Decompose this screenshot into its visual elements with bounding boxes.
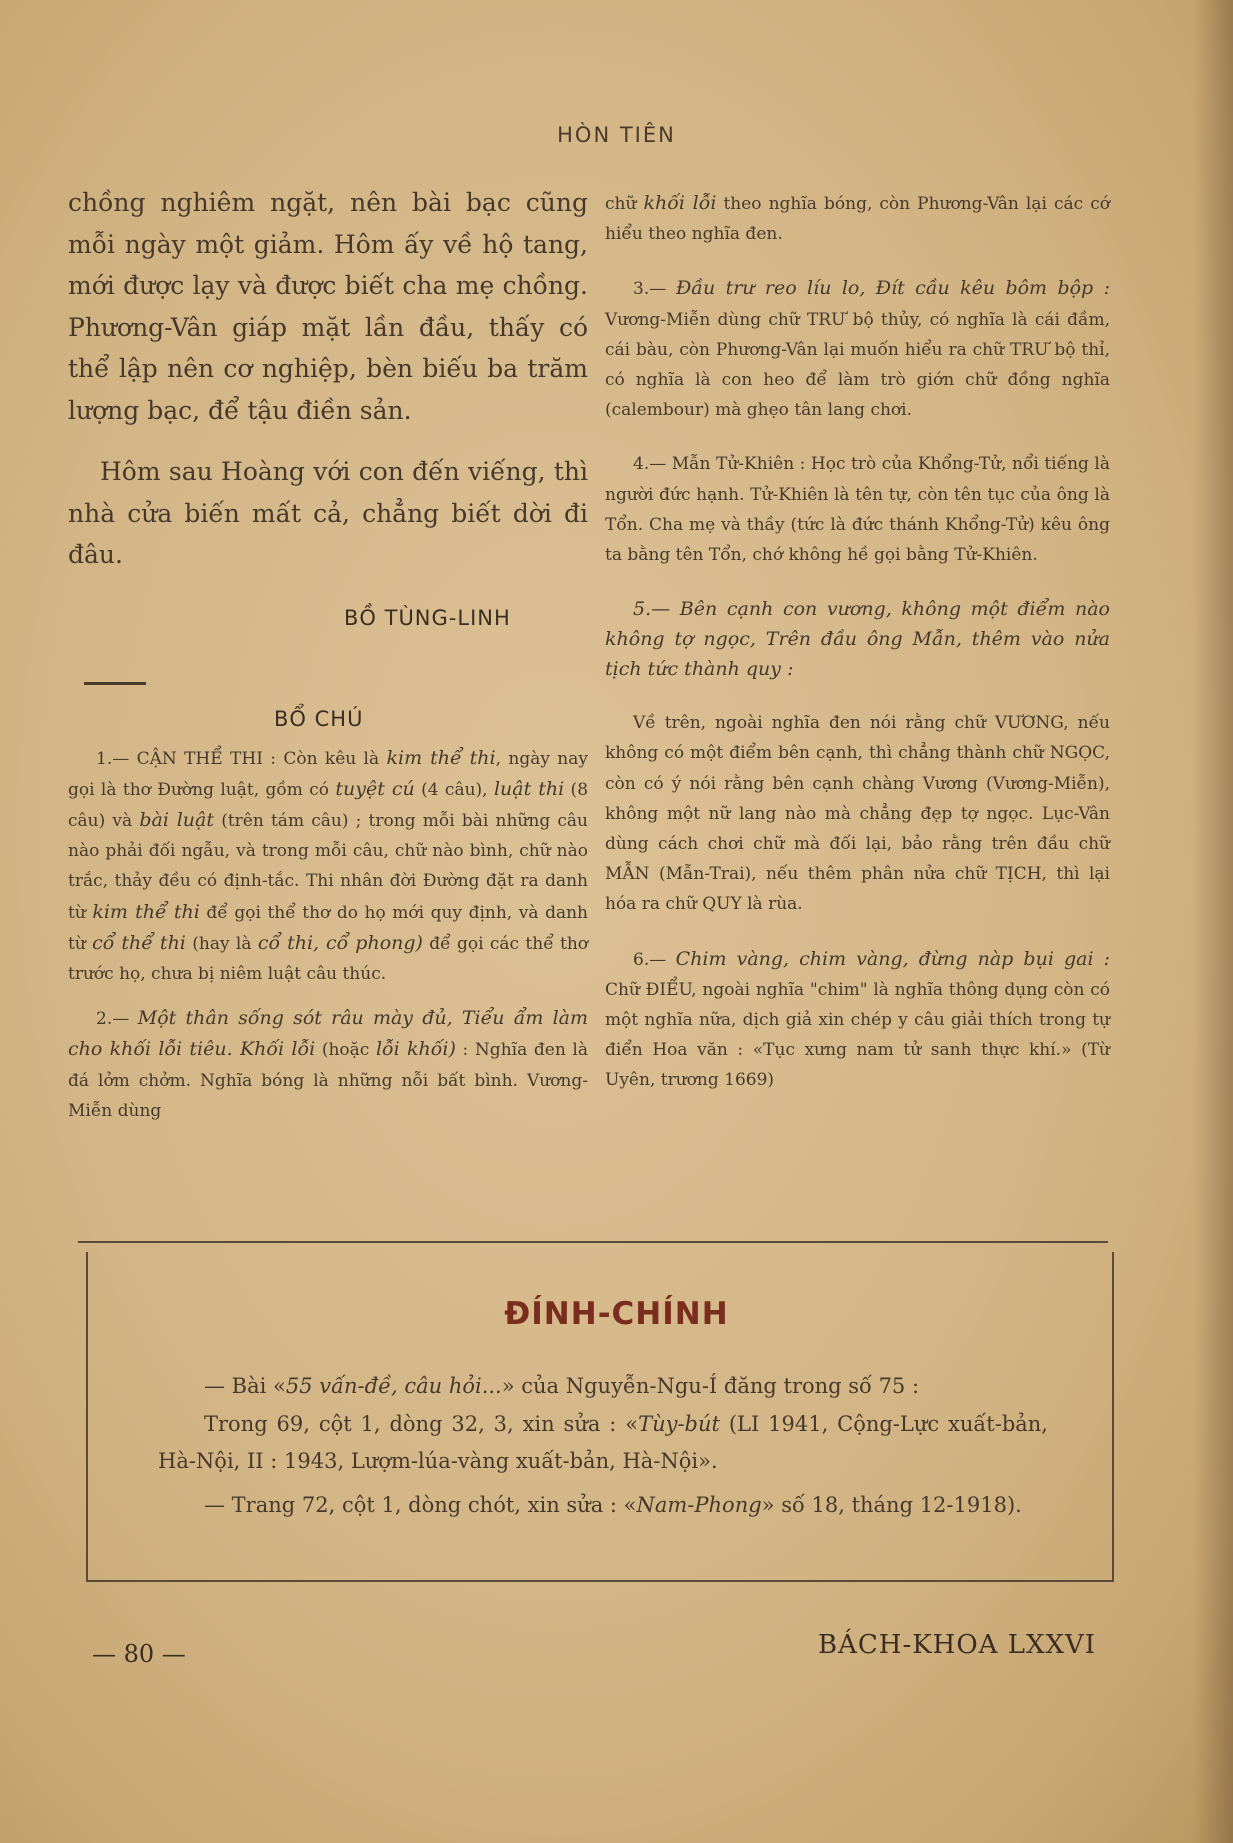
correction-line: — Bài «55 vấn-đề, câu hỏi...» của Nguyễn-Ngu-Í đăng trong số 75 : xyxy=(204,1374,920,1398)
journal-title: BÁCH-KHOA LXXVI xyxy=(818,1630,1097,1660)
left-column xyxy=(68,182,588,1126)
page-number: — 80 — xyxy=(92,1640,186,1668)
note-3: 3.— Đầu trư reo líu lo, Đít cầu kêu bôm bộp : Vương-Miễn dùng chữ TRƯ bộ thủy, có nghĩa là cái đầm, cái bàu, còn Phương-Vân lại muốn hiểu ra chữ TRƯ bộ thỉ, có nghĩa là con heo để làm trò giớn chữ đồng nghĩa (calembour) mà ghẹo tân lang chơi. xyxy=(605,277,1111,421)
author-name: BỒ TÙNG-LINH xyxy=(344,605,511,630)
correction-line: Trong 69, cột 1, dòng 32, 3, xin sửa : «Tùy-bút (LI 1941, Cộng-Lực xuất-bản, Hà-Nội, II : 1943, Lượm-lúa-vàng xuất-bản, Hà-Nội». xyxy=(158,1411,1048,1473)
notes-heading: BỔ CHÚ xyxy=(274,706,364,731)
story-paragraph: chồng nghiêm ngặt, nên bài bạc cũng mỗi ngày một giảm. Hôm ấy về hộ tang, mới được lạy và được biết cha mẹ chồng. Phương-Vân giáp mặt lần đầu, thấy có thể lập nên cơ nghiệp, bèn biếu ba trăm lượng bạc, để tậu điền sản. xyxy=(68,188,588,425)
running-head: HÒN TIÊN xyxy=(557,123,676,147)
note-4: 4.— Mẫn Tử-Khiên : Học trò của Khổng-Tử, nổi tiếng là người đức hạnh. Tử-Khiên là tên tự, còn tên tục của ông là Tổn. Cha mẹ và thầy (tức là đức thánh Khổng-Tử) kêu ông ta bằng tên Tổn, chớ không hề gọi bằng Tử-Khiên. xyxy=(605,454,1110,566)
story-paragraph: Hôm sau Hoàng với con đến viếng, thì nhà cửa biến mất cả, chẳng biết dời đi đâu. xyxy=(68,457,588,569)
divider xyxy=(84,682,146,685)
note-5-explanation: Về trên, ngoài nghĩa đen nói rằng chữ VƯƠNG, nếu không có một điểm bên cạnh, thì chẳng thành chữ NGỌC, còn có ý nói rằng bên cạnh chàng Vương (Vương-Miễn), không một nữ lang nào mà chẳng đẹp tợ ngọc. Lục-Vân dùng cách chơi chữ mà đối lại, bảo rằng trên đầu chữ MẪN (Mẫn-Trai), nếu thêm phân nửa chữ TỊCH, thì lại hóa ra chữ QUY là rùa. xyxy=(605,713,1110,915)
note-5: 5.— Bên cạnh con vương, không một điểm nào không tợ ngọc, Trên đầu ông Mẫn, thêm vào nửa tịch tức thành quy : xyxy=(605,598,1110,681)
section-rule xyxy=(78,1241,1108,1243)
correction-title: ĐÍNH-CHÍNH xyxy=(504,1296,729,1332)
note-1: 1.— CẬN THỂ THI : Còn kêu là kim thể thi, ngày nay gọi là thơ Đường luật, gồm có tuyệt cú (4 câu), luật thi (8 câu) và bài luật (trên tám câu) ; trong mỗi bài những câu nào phải đối ngẫu, và trong mỗi câu, chữ nào bình, chữ nào trắc, thảy đều có định-tắc. Thi nhân đời Đường đặt ra danh từ kim thể thi để gọi thể thơ do họ mới quy định, và danh từ cổ thể thi (hay là cổ thi, cổ phong) để gọi các thể thơ trước họ, chưa bị niêm luật câu thúc. xyxy=(68,746,589,984)
note-2-continued: chữ khối lỗi theo nghĩa bóng, còn Phương-Vân lại các cớ hiểu theo nghĩa đen. xyxy=(605,192,1110,245)
right-column xyxy=(605,188,1110,1096)
correction-line: — Trang 72, cột 1, dòng chót, xin sửa : «Nam-Phong» số 18, tháng 12-1918). xyxy=(204,1492,1022,1517)
correction-text xyxy=(158,1368,1048,1524)
note-2: 2.— Một thân sống sót râu mày đủ, Tiểu ẩm làm cho khối lỗi tiêu. Khối lỗi (hoặc lỗi khối) : Nghĩa đen là đá lởm chởm. Nghĩa bóng là những nỗi bất bình. Vương-Miễn dùng xyxy=(68,1007,589,1121)
page-edge-shadow xyxy=(1193,0,1233,1843)
note-6: 6.— Chim vàng, chim vàng, đừng nàp bụi gai : Chữ ĐIỂU, ngoài nghĩa "chim" là nghĩa thông dụng còn có một nghĩa nữa, dịch giả xin chép y câu giải thích trong tự điển Hoa văn : «Tục xưng nam tử sanh thực khí.» (Từ Uyên, trương 1669) xyxy=(605,947,1110,1091)
